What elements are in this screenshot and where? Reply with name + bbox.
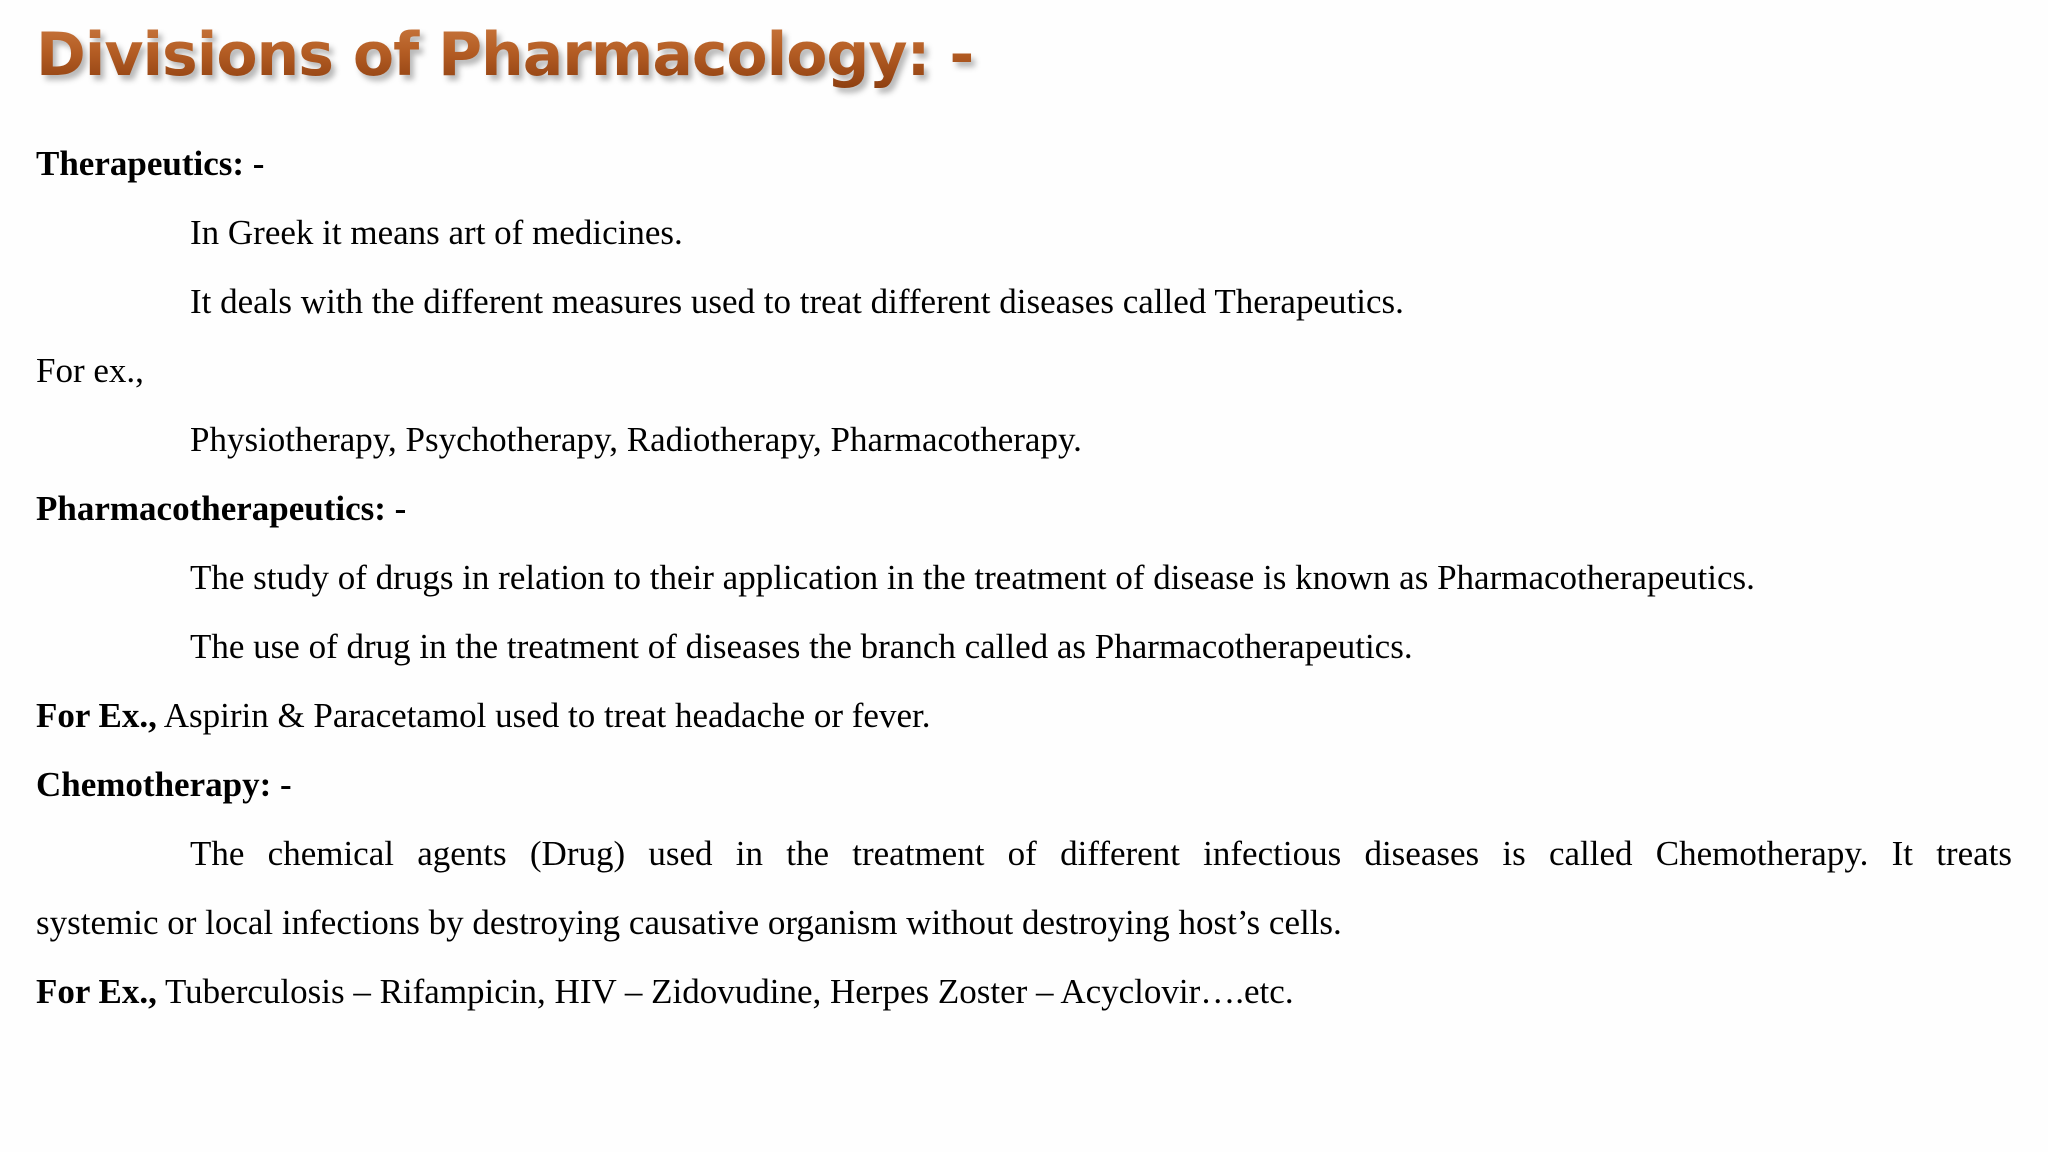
chemotherapy-example-line [36,966,2012,1035]
pharmacotherapeutics-line-2: The use of drug in the treatment of diseases the branch called as Pharmacotherapeutics. [190,627,1413,666]
therapeutics-examples: Physiotherapy, Psychotherapy, Radiotherapy, Pharmacotherapy. [190,420,1082,459]
therapeutics-for-ex-label: For ex., [36,351,144,390]
chemotherapy-line-1: The chemical agents (Drug) used in the treatment of different infectious diseases is called Chemotherapy. It treats [190,834,2012,873]
therapeutics-line-1: In Greek it means art of medicines. [190,213,683,252]
slide-title: Divisions of Pharmacology: - [36,20,974,90]
pharmacotherapeutics-example-line [36,690,2012,759]
slide-body [36,138,2012,1035]
therapeutics-heading: Therapeutics: - [36,144,265,183]
pharmacotherapeutics-for-ex-label: For Ex., [36,696,157,735]
chemotherapy-for-ex-label: For Ex., [36,972,157,1011]
chemotherapy-heading: Chemotherapy: - [36,765,292,804]
chemotherapy-examples: Tuberculosis – Rifampicin, HIV – Zidovudine, Herpes Zoster – Acyclovir….etc. [156,972,1294,1011]
pharmacotherapeutics-examples: Aspirin & Paracetamol used to treat headache or fever. [156,696,931,735]
pharmacotherapeutics-line-1: The study of drugs in relation to their application in the treatment of disease is known as Pharmacotherapeutics. [190,558,1755,597]
chemotherapy-line-2: systemic or local infections by destroying causative organism without destroying host’s cells. [36,903,1342,942]
pharmacotherapeutics-heading: Pharmacotherapeutics: - [36,489,407,528]
therapeutics-line-2: It deals with the different measures used to treat different diseases called Therapeutics. [190,282,1404,321]
